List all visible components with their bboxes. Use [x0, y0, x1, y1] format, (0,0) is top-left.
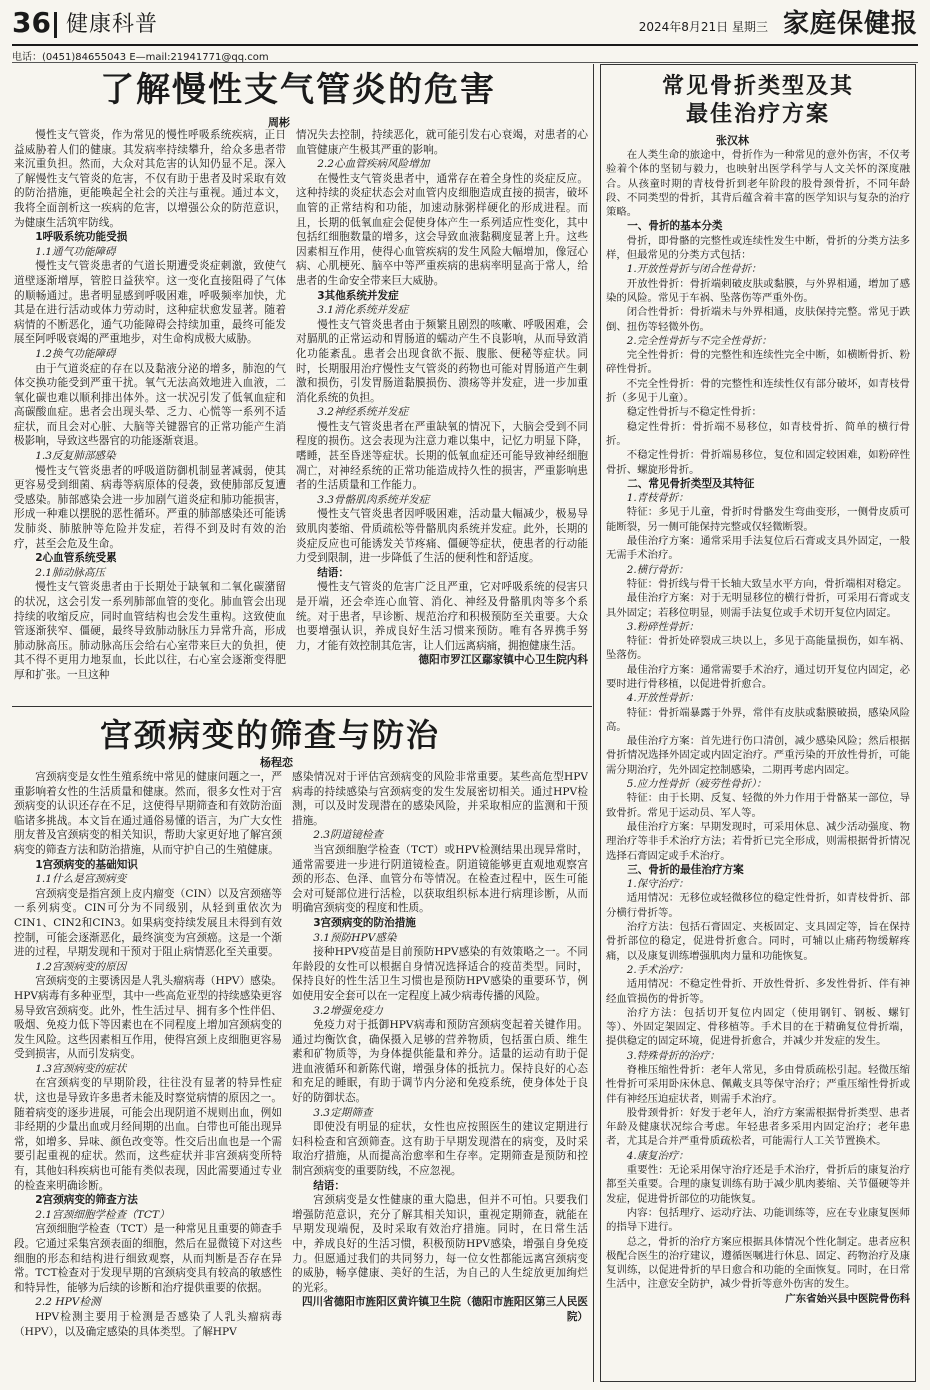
- article1-paragraph: 慢性支气管炎，作为常见的慢性呼吸系统疾病，正日益威胁着人们的健康。其发病率持续攀升，给众多患者带来沉重负担。然而，大众对其危害的认知仍显不足。深入了解慢性支气管炎的危害，不仅有助于患者及时采取有效的防治措施，更能唤起全社会的关注与重视。通过本文，我将全面剖析这一疾病的危害，以增强公众的防范意识，为健康生活筑牢防线。: [14, 129, 286, 229]
- article2-paragraph: 宫颈细胞学检查（TCT）是一种常见且重要的筛查手段。它通过采集宫颈表面的细胞，然后在显微镜下对这些细胞的形态和结构进行细致观察，从而判断是否存在异常。TCT检查对于发现早期的宫颈病变具有较高的敏感性和特异性，能够为后续的诊断和治疗提供重要的依据。: [14, 1223, 282, 1294]
- article3-heading: 1.开放性骨折与闭合性骨折：: [626, 263, 762, 276]
- article1-paragraph: 情况失去控制，持续恶化，就可能引发右心衰竭，对患者的心血管健康产生极其严重的影响。: [296, 129, 588, 156]
- article2-signature: 四川省德阳市旌阳区黄许镇卫生院（德阳市旌阳区第三人民医院）: [301, 1296, 588, 1323]
- article3-paragraph: 总之，骨折的治疗方案应根据具体情况个性化制定。患者应积极配合医生的治疗建议，遵循医嘱进行休息、固定、药物治疗及康复训练，以促进骨折的早日愈合和功能的全面恢复。同时，在日常生活中，注意安全防护，减少骨折等意外伤害的发生。: [606, 1235, 910, 1291]
- article2-heading: 2宫颈病变的筛查方法: [35, 1194, 138, 1207]
- article1-paragraph: 慢性支气管炎患者因呼吸困难，活动量大幅减少，极易导致肌肉萎缩、骨质疏松等骨骼肌肉系统并发症。此外，长期的炎症反应也可能诱发关节疼痛、僵硬等症状，使患者的行动能力受到限制，进一步降低了生活的便利性和舒适度。: [296, 508, 588, 565]
- article1-heading: 3.1消化系统并发症: [317, 304, 409, 317]
- masthead-divider: [54, 12, 57, 38]
- article3-title-line2: 最佳治疗方案: [685, 101, 830, 127]
- article3-paragraph: 稳定性骨折：骨折端不易移位，如青枝骨折、简单的横行骨折。: [606, 420, 910, 447]
- article3-paragraph: 不稳定性骨折：骨折端易移位，复位和固定较困难，如粉碎性骨折、螺旋形骨折。: [606, 449, 910, 476]
- article3-heading: 2.完全性骨折与不完全性骨折：: [626, 334, 772, 347]
- article2-paragraph: 即使没有明显的症状，女性也应按照医生的建议定期进行妇科检查和宫颈筛查。这有助于早期发现潜在的病变，及时采取治疗措施，从而提高治愈率和生存率。定期筛查是预防和控制宫颈病变的重要防线，不应忽视。: [292, 1121, 588, 1178]
- article2-column-2: [292, 770, 588, 1382]
- article-divider: [12, 706, 592, 707]
- article3-paragraph: 特征：骨折线与骨干长轴大致呈水平方向，骨折端相对稳定。: [626, 577, 908, 590]
- section-title: 健康科普: [66, 12, 159, 37]
- article2-paragraph: 免疫力对于抵御HPV病毒和预防宫颈病变起着关键作用。通过均衡饮食，确保摄入足够的营养物质，包括蛋白质、维生素和矿物质等，为身体提供能量和养分。适量的运动有助于促进血液循环和新陈代谢，增强身体的抵抗力。保持良好的心态和充足的睡眠，有助于调节内分泌和免疫系统，使身体处于良好的防御状态。: [292, 1019, 588, 1105]
- article1-heading: 3.3骨骼肌肉系统并发症: [317, 493, 430, 506]
- article1-heading: 3其他系统并发症: [317, 289, 399, 302]
- article1-heading: 1.3反复肺部感染: [35, 450, 116, 463]
- article2-paragraph: 在宫颈病变的早期阶段，往往没有显著的特异性症状，这也是导致许多患者未能及时察觉病情的原因之一。随着病变的逐步进展，可能会出现阴道不规则出血，例如非经期的少量出血或月经间期的出血。白带也可能出现异常，如增多、异味、颜色改变等。性交后出血也是一个需要引起重视的症状。然而，这些症状并非宫颈病变所特有，其他妇科疾病也可能有类似表现，因此需要通过专业的检查来明确诊断。: [14, 1077, 282, 1192]
- article2-paragraph: HPV检测主要用于检测是否感染了人乳头瘤病毒（HPV），以及确定感染的具体类型。了解HPV: [14, 1310, 282, 1338]
- article1-author: 周彬: [268, 116, 290, 129]
- article1-paragraph: 由于气道炎症的存在以及黏液分泌的增多，肺泡的气体交换功能受到严重干扰。氧气无法高效地进入血液，二氧化碳也难以顺利排出体外。这一状况引发了低氧血症和高碳酸血症。患者会出现头晕、乏力、心慌等一系列不适症状，而且会对心脏、大脑等关键器官的正常功能产生消极影响，导致这些器官的功能逐渐衰退。: [14, 362, 286, 448]
- article2-heading: 3.1预防HPV感染: [313, 931, 397, 944]
- article2-paragraph: 宫颈病变的主要诱因是人乳头瘤病毒（HPV）感染。HPV病毒有多种亚型，其中一些高危亚型的持续感染更容易导致宫颈病变。此外，性生活过早、拥有多个性伴侣、吸烟、免疫力低下等因素也在不同程度上增加宫颈病变的发生风险。这些因素相互作用，使得宫颈上皮细胞更容易受到损害，从而引发病变。: [14, 975, 282, 1061]
- newspaper-name: 家庭保健报: [782, 9, 918, 39]
- article1-paragraph: 在慢性支气管炎患者中，通常存在着全身性的炎症反应。这种持续的炎症状态会对血管内皮细胞造成直接的损害，破坏血管的正常结构和功能，加速动脉粥样硬化的形成进程。而且，长期的低氧血症会促使身体产生一系列适应性变化，其中包括红细胞数量的增多，这会导致血液黏稠度显著上升。这些因素相互作用，使得心血管疾病的发生风险大幅增加，像冠心病、心肌梗死、脑卒中等严重疾病的患病率明显高于常人，给患者的生命安全带来巨大威胁。: [296, 172, 588, 287]
- article2-heading: 3.2增强免疫力: [313, 1004, 384, 1017]
- article1-heading: 1.1通气功能障碍: [35, 245, 116, 258]
- article3-paragraph: 开放性骨折：骨折端刺破皮肤或黏膜，与外界相通，增加了感染的风险。常见于车祸、坠落伤等严重外伤。: [606, 277, 910, 304]
- article3-paragraph: 适用情况：无移位或轻微移位的稳定性骨折，如青枝骨折、部分横行骨折等。: [606, 892, 910, 919]
- article3-paragraph: 特征：多见于儿童，骨折时骨骼发生弯曲变形，一侧骨皮质可能断裂，另一侧可能保持完整或仅轻微断裂。: [606, 506, 910, 533]
- article2-heading: 3.3定期筛查: [313, 1106, 373, 1119]
- article3-heading: 2.手术治疗：: [626, 963, 689, 976]
- article3-paragraph: 适用情况：不稳定性骨折、开放性骨折、多发性骨折、伴有神经血管损伤的骨折等。: [606, 978, 910, 1005]
- masthead-rule: [12, 44, 918, 46]
- article3-paragraph: 最佳治疗方案：早期发现时，可采用休息、减少活动强度、物理治疗等非手术治疗方法；若骨折已完全形成，则需根据骨折情况选择石膏固定或手术治疗。: [606, 820, 910, 862]
- article3-heading: 1.青枝骨折：: [626, 492, 689, 505]
- article3-signature: 广东省始兴县中医院骨伤科: [785, 1292, 910, 1305]
- article2-heading: 结语：: [313, 1179, 345, 1192]
- article2-heading: 1.2宫颈病变的原因: [35, 960, 127, 973]
- article1-paragraph: 慢性支气管炎患者的气道长期遭受炎症刺激，致使气道壁逐渐增厚，管腔日益狭窄。这一变化直接阻碍了气体的顺畅通过。患者明显感到呼吸困难，呼吸频率加快，尤其是在进行活动或体力劳动时，这种症状愈发显著。随着病情的不断恶化，通气功能障碍会持续加重，最终可能发展至阿呼吸衰竭的严重地步，对生命构成极大威胁。: [14, 260, 286, 346]
- article3-paragraph: 治疗方法：包括切开复位内固定（使用钢钉、钢板、螺钉等）、外固定架固定、骨移植等。手术目的在于精确复位骨折端，提供稳定的固定环境，促进骨折愈合，并减少并发症的发生。: [606, 1006, 910, 1048]
- masthead: [12, 4, 918, 44]
- contact-rule: [12, 62, 918, 63]
- article2-heading: 2.2 HPV检测: [35, 1296, 101, 1309]
- contact-line: 电话：(0451)84655043 E—mail:21941771@qq.com: [12, 52, 269, 63]
- article3-heading: 3.粉碎性骨折：: [626, 620, 700, 633]
- article3-paragraph: 重要性：无论采用保守治疗还是手术治疗，骨折后的康复治疗都至关重要。合理的康复训练有助于减少肌肉萎缩、关节僵硬等并发症，促进骨折部位的功能恢复。: [606, 1164, 910, 1205]
- article1-heading: 3.2神经系统并发症: [317, 406, 409, 419]
- article1-heading: 2.1肺动脉高压: [35, 566, 106, 579]
- article3-paragraph: 闭合性骨折：骨折端未与外界相通，皮肤保持完整。常见于跌倒、扭伤等轻微外伤。: [606, 306, 910, 333]
- article1-heading: 1呼吸系统功能受损: [35, 231, 128, 244]
- article3-paragraph: 特征：骨折端暴露于外界，常伴有皮肤或黏膜破损，感染风险高。: [606, 706, 910, 733]
- article3-heading: 2.横行骨折：: [626, 563, 689, 576]
- article2-title: 宫颈病变的筛查与防治: [100, 716, 441, 754]
- article3-heading: 一、骨折的基本分类: [627, 220, 723, 233]
- article3-paragraph: 脊椎压缩性骨折：老年人常见，多由骨质疏松引起。轻微压缩性骨折可采用卧床休息、佩戴支具等保守治疗；严重压缩性骨折或伴有神经压迫症状者，则需手术治疗。: [606, 1064, 910, 1105]
- article1-paragraph: 慢性支气管炎患者在严重缺氧的情况下，大脑会受到不同程度的损伤。这会表现为注意力难以集中，记忆力明显下降，嗜睡，甚至昏迷等症状。长期的低氧血症还可能导致神经细胞凋亡，对神经系统的正常功能造成持久性的损害，严重影响患者的生活质量和工作能力。: [296, 420, 588, 492]
- article3-paragraph: 完全性骨折：骨的完整性和连续性完全中断，如横断骨折、粉碎性骨折。: [606, 349, 910, 376]
- article2-heading: 3宫颈病变的防治措施: [313, 916, 416, 929]
- article3-heading: 4.开放性骨折：: [626, 692, 700, 705]
- column-divider: [593, 64, 594, 1382]
- article3-author: 张汉林: [716, 134, 749, 147]
- article1-column-1: [14, 128, 286, 702]
- article3-paragraph: 治疗方法：包括石膏固定、夹板固定、支具固定等，旨在保持骨折部位的稳定，促进骨折愈合。同时，可辅以止痛药物缓解疼痛，以及康复训练增强肌肉力量和功能恢复。: [606, 921, 910, 962]
- article2-paragraph: 接种HPV疫苗是目前预防HPV感染的有效策略之一。不同年龄段的女性可以根据自身情况选择适合的疫苗类型。同时，保持良好的性生活卫生习惯也是预防HPV感染的重要环节，例如使用安全套可以在一定程度上减少病毒传播的风险。: [292, 946, 588, 1002]
- article3-paragraph: 骨折，即骨骼的完整性或连续性发生中断，骨折的分类方法多样，但最常见的分类方式包括：: [606, 234, 910, 262]
- article1-paragraph: 慢性支气管炎患者由于频繁且剧烈的咳嗽、呼吸困难，会对膈肌的正常运动和胃肠道的蠕动产生不良影响，从而导致消化功能紊乱。患者会出现食欲不振、腹胀、便秘等症状。同时，长期服用治疗慢性支气管炎的药物也可能对胃肠道产生刺激和损伤，引发胃肠道黏膜损伤、溃疡等并发症，进一步加重消化系统的负担。: [296, 318, 588, 404]
- article1-heading: 2.2心血管疾病风险增加: [317, 158, 430, 171]
- article3-heading: 二、常见骨折类型及其特征: [627, 477, 755, 490]
- article1-column-2: [296, 128, 588, 702]
- article3-paragraph: 内容：包括理疗、运动疗法、功能训练等，应在专业康复医师的指导下进行。: [606, 1206, 910, 1234]
- article2-heading: 2.3阴道镜检查: [313, 829, 384, 842]
- page-number: 36: [12, 6, 51, 39]
- article2-heading: 2.1宫颈细胞学检查（TCT）: [35, 1208, 170, 1221]
- article2-paragraph: 宫颈病变是女性生殖系统中常见的健康问题之一，严重影响着女性的生活质量和健康。然而，很多女性对于宫颈病变的认识还存在不足，这使得早期筛查和有效防治面临诸多挑战。本文旨在通过通俗易懂的语言，为广大女性朋友普及宫颈病变的相关知识，帮助大家更好地了解宫颈病变的筛查方法和防治措施，从而守护自己的生殖健康。: [14, 771, 282, 856]
- article2-paragraph: 感染情况对于评估宫颈病变的风险非常重要。某些高危型HPV病毒的持续感染与宫颈病变的发生发展密切相关。通过HPV检测，可以及时发现潜在的感染风险，并采取相应的监测和干预措施。: [292, 771, 588, 827]
- article3-paragraph: 最佳治疗方案：通常采用手法复位后石膏或支具外固定，一般无需手术治疗。: [606, 535, 910, 562]
- article2-column-1: [14, 770, 282, 1382]
- article2-heading: 1.1什么是宫颈病变: [35, 873, 127, 886]
- issue-date: 2024年8月21日 星期三: [638, 20, 768, 34]
- article2-paragraph: 宫颈病变是女性健康的重大隐患，但并不可怕。只要我们增强防范意识，充分了解其相关知识，重视定期筛查，就能在早期发现端倪，及时采取有效治疗措施。同时，在日常生活中，养成良好的生活习惯，积极预防HPV感染，增强自身免疫力。但愿通过我们的共同努力，每一位女性都能远离宫颈病变的威胁，畅享健康、美好的生活，为自己的人生绽放更加绚烂的光彩。: [292, 1194, 588, 1294]
- article3-paragraph: 特征：由于长期、反复、轻微的外力作用于骨骼某一部位，导致骨折。常见于运动员、军人等。: [606, 792, 910, 819]
- article3-heading: 5.应力性骨折（疲劳性骨折）：: [626, 778, 767, 791]
- article2-paragraph: 当宫颈细胞学检查（TCT）或HPV检测结果出现异常时，通常需要进一步进行阴道镜检查。阴道镜能够更直观地观察宫颈的形态、色泽、血管分布等情况。在检查过程中，医生可能会对可疑部位进行活检，以获取组织标本进行病理诊断，从而明确宫颈病变的程度和性质。: [292, 843, 588, 915]
- article3-paragraph: 最佳治疗方案：首先进行伤口清创，减少感染风险；然后根据骨折情况选择外固定或内固定治疗。严重污染的开放性骨折，可能需分期治疗，先外固定控制感染，二期再考虑内固定。: [606, 735, 910, 776]
- article1-paragraph: 慢性支气管炎患者的呼吸道防御机制显著减弱，使其更容易受到细菌、病毒等病原体的侵袭，致使肺部反复遭受感染。肺部感染会进一步加剧气道炎症和肺功能损害，形成一种难以摆脱的恶性循环。严重的肺部感染还可能诱发肺炎、肺脓肿等危险并发症，若得不到及时有效的治疗，甚至会危及生命。: [14, 464, 286, 550]
- article1-heading: 2心血管系统受累: [35, 552, 117, 565]
- article2-heading: 1宫颈病变的基础知识: [35, 858, 138, 871]
- article1-paragraph: 慢性支气管炎患者由于长期处于缺氧和二氧化碳潴留的状况，这会引发一系列肺部血管的变化。肺血管会出现持续的收缩反应，同时血管结构也会发生重构。这致使血管逐渐狭窄、僵硬，最终导致肺动脉压力异常升高，形成肺动脉高压。肺动脉高压会给右心室带来巨大的负担，使其不得不更用力地泵血，长此以往，右心室会逐渐变得肥厚和扩张。一旦这种: [14, 581, 286, 681]
- article3-paragraph: 最佳治疗方案：对于无明显移位的横行骨折，可采用石膏或支具外固定；若移位明显，则需手法复位或手术切开复位内固定。: [606, 592, 910, 619]
- article1-heading: 结语：: [317, 566, 349, 579]
- article1-signature: 德阳市罗江区鄢家镇中心卫生院内科: [418, 654, 588, 667]
- article3-heading: 3.特殊骨折的治疗：: [626, 1049, 720, 1062]
- article3-heading: 三、骨折的最佳治疗方案: [627, 863, 744, 876]
- article3-heading: 4.康复治疗：: [626, 1149, 689, 1162]
- article3-paragraph: 股骨颈骨折：好发于老年人，治疗方案需根据骨折类型、患者年龄及健康状况综合考虑。年轻患者多采用内固定治疗；老年患者，尤其是合并严重骨质疏松者，可能需行人工关节置换术。: [606, 1106, 910, 1148]
- article3-heading: 1.保守治疗：: [626, 878, 689, 891]
- article3-title-line1: 常见骨折类型及其: [661, 73, 854, 99]
- article1-heading: 1.2换气功能障碍: [35, 347, 116, 360]
- article3-paragraph: 特征：骨折处碎裂成三块以上，多见于高能量损伤，如车祸、坠落伤。: [606, 635, 910, 662]
- article2-author: 杨程恋: [260, 756, 293, 769]
- article3-body: [606, 148, 910, 1378]
- article1-title: 了解慢性支气管炎的危害: [100, 70, 496, 110]
- article3-paragraph: 最佳治疗方案：通常需要手术治疗，通过切开复位内固定，必要时进行骨移植，以促进骨折愈合。: [606, 663, 910, 690]
- article3-paragraph: 稳定性骨折与不稳定性骨折：: [626, 406, 762, 419]
- article1-paragraph: 慢性支气管炎的危害广泛且严重，它对呼吸系统的侵害只是开端，还会牵连心血管、消化、神经及骨骼肌肉等多个系统。对于患者，早诊断、规范治疗和积极预防至关重要。大众也要增强认识，养成良好生活习惯来预防。唯有各界携手努力，才能有效控制其危害，让人们远离病痛，拥抱健康生活。: [296, 581, 588, 652]
- article2-paragraph: 宫颈病变是指宫颈上皮内瘤变（CIN）以及宫颈癌等一系列病变。CIN可分为不同级别，从轻到重依次为CIN1、CIN2和CIN3。如果病变持续发展且未得到有效控制，可能会逐渐恶化，最终演变为宫颈癌。这是一个渐进的过程，早期发现和干预对于阻止病情恶化至关重要。: [14, 887, 282, 959]
- article3-paragraph: 不完全性骨折：骨的完整性和连续性仅有部分破坏，如青枝骨折（多见于儿童）。: [606, 377, 910, 405]
- article3-paragraph: 在人类生命的旅途中，骨折作为一种常见的意外伤害，不仅考验着个体的坚韧与毅力，也映射出医学科学与人文关怀的深度融合。从孩童时期的青枝骨折到老年阶段的股骨颈骨折，不同年龄段、不同类型的骨折，其背后蕴含着丰富的医学知识与复杂的治疗策略。: [606, 149, 910, 219]
- article2-heading: 1.3宫颈病变的症状: [35, 1062, 127, 1075]
